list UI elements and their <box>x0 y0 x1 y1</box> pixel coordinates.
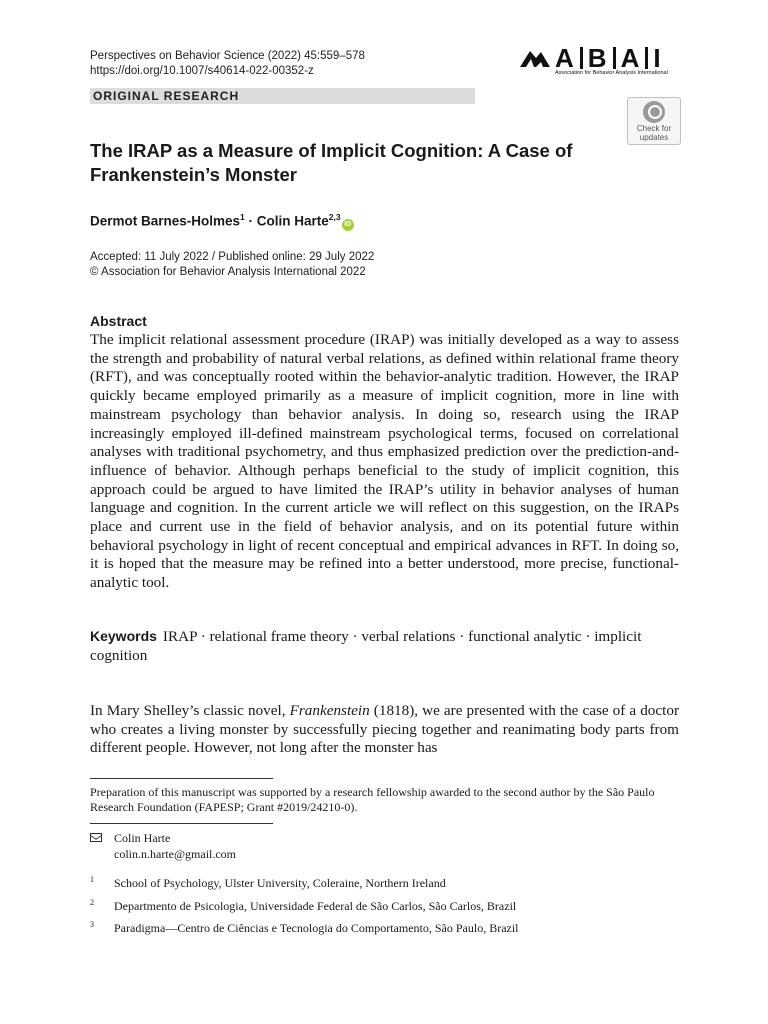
author-name[interactable]: Dermot Barnes-Holmes <box>90 213 241 229</box>
logo-letter: A <box>555 43 575 73</box>
check-for-updates-icon <box>643 101 665 123</box>
author-separator: · <box>244 213 257 229</box>
intro-text: In Mary Shelley’s classic novel, <box>90 702 290 719</box>
intro-text: (1818), we are presented with the case of a doctor who creates a living monster by successfully piecing together and reanimating body parts from different people. However, not long after the monster has <box>90 702 679 757</box>
author-affiliation-ref: 2,3 <box>328 212 341 222</box>
abai-subtitle: Association for Behavior Analysis International <box>555 70 668 76</box>
logo-letter: B <box>587 43 608 73</box>
contact-name: Colin Harte <box>114 831 171 845</box>
article-title: The IRAP as a Measure of Implicit Cognition: A Case of Frankenstein’s Monster <box>90 140 573 185</box>
abai-letters <box>555 45 662 71</box>
envelope-icon <box>90 833 102 842</box>
logo-letter: I <box>653 43 662 73</box>
article-type-banner <box>90 88 475 104</box>
keywords <box>90 627 679 665</box>
abai-logo[interactable] <box>519 45 679 79</box>
keywords-text: IRAP · relational frame theory · verbal relations · functional analytic · implicit cognition <box>90 628 642 664</box>
logo-divider <box>645 47 648 69</box>
affiliation-text: Paradigma—Centro de Ciências e Tecnologia do Comportamento, São Paulo, Brazil <box>114 921 519 935</box>
funding-note: Preparation of this manuscript was supported by a research fellowship awarded to the second author by the São Paulo Research Foundation (FAPESP; Grant #2019/24210-0). <box>90 785 655 814</box>
footnote-divider <box>90 823 273 824</box>
check-for-updates-button[interactable] <box>627 97 681 145</box>
copyright: © Association for Behavior Analysis International 2022 <box>90 266 366 278</box>
orcid-icon[interactable]: iD <box>342 219 354 231</box>
affiliation-number: 3 <box>90 920 94 929</box>
affiliation-text: School of Psychology, Ulster University, Coleraine, Northern Ireland <box>114 876 446 890</box>
accepted-published: Accepted: 11 July 2022 / Published online: 29 July 2022 <box>90 251 375 263</box>
keywords-label: Keywords <box>90 628 157 644</box>
logo-divider <box>613 47 616 69</box>
logo-divider <box>580 47 583 69</box>
logo-letter: A <box>620 43 641 73</box>
doi-link[interactable]: https://doi.org/10.1007/s40614-022-00352-z <box>90 65 314 77</box>
intro-paragraph <box>90 702 679 758</box>
intro-book-title: Frankenstein <box>289 702 370 719</box>
publication-dates <box>90 250 374 280</box>
affiliation-number: 2 <box>90 898 94 907</box>
author-name[interactable]: Colin Harte <box>256 213 329 229</box>
abstract-heading: Abstract <box>90 313 147 329</box>
author-affiliation-ref: 1 <box>240 212 245 222</box>
footnote-divider <box>90 778 273 779</box>
affiliation-number: 1 <box>90 875 94 884</box>
abai-logo-icon <box>519 47 551 69</box>
author-list <box>90 208 354 231</box>
journal-line: Perspectives on Behavior Science (2022) 45:559–578 <box>90 50 365 62</box>
journal-citation <box>90 49 365 79</box>
check-for-updates-label: Check for updates <box>636 124 672 142</box>
article-type-label: ORIGINAL RESEARCH <box>93 89 240 103</box>
affiliation-text: Departmento de Psicologia, Universidade Federal de São Carlos, São Carlos, Brazil <box>114 899 517 913</box>
abstract-text: The implicit relational assessment procedure (IRAP) was initially developed as a way to assess the strength and probability of natural verbal relations, as defined within relational frame theory (RFT), and was conceptually rooted within the behavior-analytic tradition. However, the IRAP quickly became employed primarily as a measure of implicit cognition, more in line with mainstream psychology than behavior analysis. In doing so, research using the IRAP increasingly employed ill-defined mainstream psychological terms, focused on correlational analyses with traditional psychometry, and thus emphasized prediction over the prediction-and-influence of behavior. Although perhaps beneficial to the study of implicit cognition, this approach could be argued to have limited the IRAP’s utility in behavior analyses of human language and cognition. In the current article we will reflect on this suggestion, on the IRAPs place and current use in the field of behavior analysis, and on its potential future within behavioral psychology in light of recent conceptual and empirical advances in RFT. In doing so, it is hoped that the measure may be refined into a better understood, more precise, functional-analytic tool. <box>90 331 679 592</box>
contact-email[interactable]: colin.n.harte@gmail.com <box>114 847 237 861</box>
